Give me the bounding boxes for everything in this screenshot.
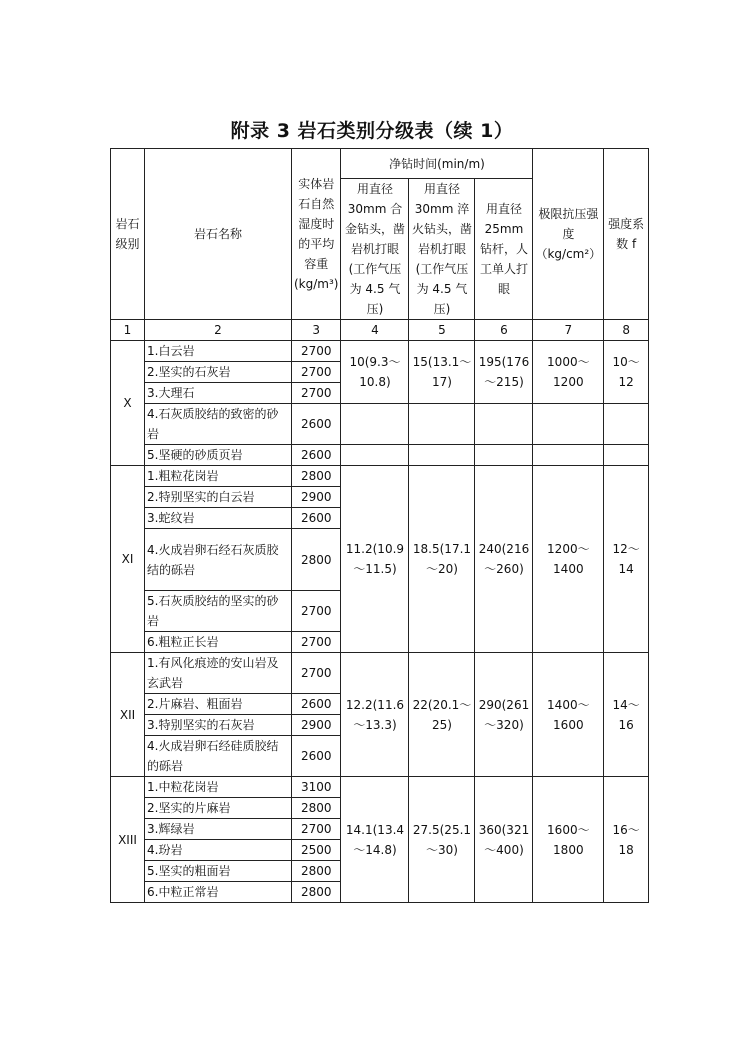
density-cell: 2600 xyxy=(292,736,341,777)
table-row xyxy=(111,341,649,362)
drill-a-cell: 11.2(10.9～11.5) xyxy=(341,466,409,653)
column-number: 6 xyxy=(475,320,533,341)
drill-a-cell: 12.2(11.6～13.3) xyxy=(341,653,409,777)
empty-cell xyxy=(604,445,649,466)
density-cell: 2800 xyxy=(292,882,341,903)
density-cell: 2500 xyxy=(292,840,341,861)
drill-a-cell: 14.1(13.4～14.8) xyxy=(341,777,409,903)
density-cell: 2600 xyxy=(292,404,341,445)
rock-name-cell: 5.坚实的粗面岩 xyxy=(145,861,292,882)
grade-cell: XI xyxy=(111,466,145,653)
drill-b-cell: 18.5(17.1～20) xyxy=(409,466,475,653)
density-cell: 2700 xyxy=(292,819,341,840)
density-cell: 2800 xyxy=(292,798,341,819)
rock-name-cell: 6.中粒正常岩 xyxy=(145,882,292,903)
rock-name-cell: 4.火成岩卵石经石灰质胶结的砾岩 xyxy=(145,529,292,591)
density-cell: 2600 xyxy=(292,694,341,715)
header-drill-alloy: 用直径 30mm 合金钻头，凿岩机打眼(工作气压为 4.5 气压) xyxy=(341,179,409,320)
empty-cell xyxy=(409,445,475,466)
density-cell: 2700 xyxy=(292,632,341,653)
rock-name-cell: 2.坚实的片麻岩 xyxy=(145,798,292,819)
table-row xyxy=(111,653,649,694)
rock-name-cell: 4.石灰质胶结的致密的砂岩 xyxy=(145,404,292,445)
density-cell: 2800 xyxy=(292,529,341,591)
density-cell: 2800 xyxy=(292,861,341,882)
rock-classification-table xyxy=(110,148,649,903)
table-row xyxy=(111,466,649,487)
drill-b-cell: 27.5(25.1～30) xyxy=(409,777,475,903)
table-row xyxy=(111,777,649,798)
density-cell: 2800 xyxy=(292,466,341,487)
rock-name-cell: 3.蛇纹岩 xyxy=(145,508,292,529)
grade-cell: XII xyxy=(111,653,145,777)
coef-cell: 16～18 xyxy=(604,777,649,903)
column-number: 4 xyxy=(341,320,409,341)
header-drill-time: 净钻时间(min/m) xyxy=(341,149,533,179)
density-cell: 2600 xyxy=(292,445,341,466)
grade-cell: X xyxy=(111,341,145,466)
column-number: 5 xyxy=(409,320,475,341)
empty-cell xyxy=(604,404,649,445)
empty-cell xyxy=(341,445,409,466)
rock-name-cell: 2.坚实的石灰岩 xyxy=(145,362,292,383)
rock-name-cell: 3.特别坚实的石灰岩 xyxy=(145,715,292,736)
density-cell: 2900 xyxy=(292,487,341,508)
column-number: 3 xyxy=(292,320,341,341)
drill-b-cell: 22(20.1～25) xyxy=(409,653,475,777)
density-cell: 2700 xyxy=(292,362,341,383)
rock-name-cell: 2.特别坚实的白云岩 xyxy=(145,487,292,508)
rock-name-cell: 1.白云岩 xyxy=(145,341,292,362)
density-cell: 3100 xyxy=(292,777,341,798)
rock-name-cell: 1.中粒花岗岩 xyxy=(145,777,292,798)
header-name: 岩石名称 xyxy=(145,149,292,320)
rock-name-cell: 6.粗粒正长岩 xyxy=(145,632,292,653)
empty-cell xyxy=(475,445,533,466)
coef-cell: 10～12 xyxy=(604,341,649,404)
rock-name-cell: 1.有风化痕迹的安山岩及玄武岩 xyxy=(145,653,292,694)
density-cell: 2700 xyxy=(292,653,341,694)
header-density: 实体岩石自然湿度时的平均容重(kg/m³) xyxy=(292,149,341,320)
rock-name-cell: 5.石灰质胶结的坚实的砂岩 xyxy=(145,591,292,632)
column-number: 2 xyxy=(145,320,292,341)
empty-cell xyxy=(533,445,604,466)
empty-cell xyxy=(409,404,475,445)
density-cell: 2700 xyxy=(292,341,341,362)
strength-cell: 1200～1400 xyxy=(533,466,604,653)
density-cell: 2700 xyxy=(292,383,341,404)
rock-name-cell: 1.粗粒花岗岩 xyxy=(145,466,292,487)
rock-name-cell: 3.辉绿岩 xyxy=(145,819,292,840)
rock-name-cell: 3.大理石 xyxy=(145,383,292,404)
empty-cell xyxy=(341,404,409,445)
header-coefficient: 强度系数 f xyxy=(604,149,649,320)
density-cell: 2600 xyxy=(292,508,341,529)
drill-a-cell: 10(9.3～10.8) xyxy=(341,341,409,404)
drill-c-cell: 195(176～215) xyxy=(475,341,533,404)
strength-cell: 1000～1200 xyxy=(533,341,604,404)
table-row xyxy=(111,404,649,445)
table-row xyxy=(111,445,649,466)
rock-name-cell: 2.片麻岩、粗面岩 xyxy=(145,694,292,715)
strength-cell: 1600～1800 xyxy=(533,777,604,903)
density-cell: 2700 xyxy=(292,591,341,632)
empty-cell xyxy=(533,404,604,445)
drill-b-cell: 15(13.1～17) xyxy=(409,341,475,404)
drill-c-cell: 240(216～260) xyxy=(475,466,533,653)
rock-name-cell: 4.火成岩卵石经硅质胶结的砾岩 xyxy=(145,736,292,777)
header-strength: 极限抗压强度（kg/cm²） xyxy=(533,149,604,320)
header-drill-quenched: 用直径 30mm 淬火钻头，凿岩机打眼(工作气压为 4.5 气压) xyxy=(409,179,475,320)
coef-cell: 12～14 xyxy=(604,466,649,653)
empty-cell xyxy=(475,404,533,445)
strength-cell: 1400～1600 xyxy=(533,653,604,777)
drill-c-cell: 290(261～320) xyxy=(475,653,533,777)
header-grade: 岩石级别 xyxy=(111,149,145,320)
coef-cell: 14～16 xyxy=(604,653,649,777)
drill-c-cell: 360(321～400) xyxy=(475,777,533,903)
density-cell: 2900 xyxy=(292,715,341,736)
page-title: 附录 3 岩石类别分级表（续 1） xyxy=(230,120,514,142)
column-number: 1 xyxy=(111,320,145,341)
column-number: 8 xyxy=(604,320,649,341)
rock-name-cell: 5.坚硬的砂质页岩 xyxy=(145,445,292,466)
grade-cell: XIII xyxy=(111,777,145,903)
header-drill-manual: 用直径 25mm 钻杆，人工单人打眼 xyxy=(475,179,533,320)
column-number: 7 xyxy=(533,320,604,341)
rock-name-cell: 4.玢岩 xyxy=(145,840,292,861)
